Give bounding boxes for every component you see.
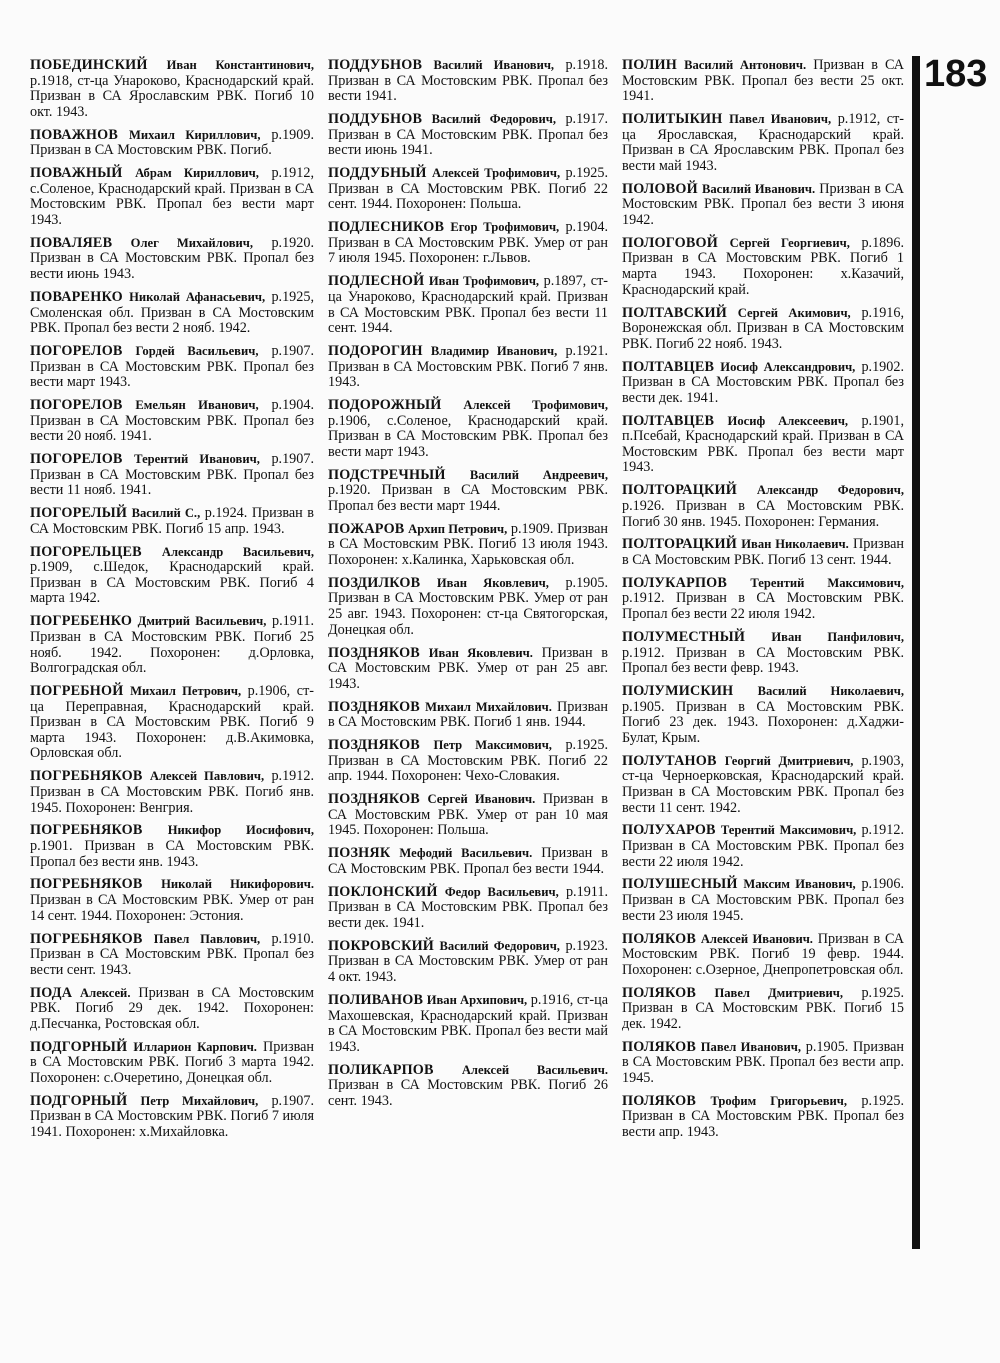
person-entry <box>328 398 608 460</box>
entry-surname: ПОЛУМИСКИН <box>622 683 734 700</box>
person-entry <box>622 182 904 229</box>
entry-given-name: Василий Федорович, <box>431 112 556 127</box>
person-entry <box>328 220 608 267</box>
entry-surname: ПОЛУШЕСНЫЙ <box>622 876 738 893</box>
entry-surname: ПОЛУХАРОВ <box>622 822 716 839</box>
person-entry <box>622 932 904 979</box>
person-entry <box>30 1040 314 1087</box>
entry-given-name: Абрам Кириллович, <box>135 166 259 181</box>
entry-details: р.1901, п.Псебай, Краснодарский край. Призван в СА Мостовским РВК. Пропал без вести март 1943. <box>622 412 904 476</box>
person-entry <box>622 630 904 677</box>
entry-details: р.1912. Призван в СА Мостовским РВК. Пропал без вести февр. 1943. <box>622 644 904 677</box>
entry-given-name: Терентий Иванович, <box>134 452 260 467</box>
entry-surname: ПОДГОРНЫЙ <box>30 1092 128 1109</box>
entry-surname: ПОГОРЕЛОВ <box>30 451 123 468</box>
entry-surname: ПОЛТАВСКИЙ <box>622 304 728 321</box>
person-entry <box>30 877 314 924</box>
person-entry <box>328 792 608 839</box>
entry-surname: ПОВАЖНЫЙ <box>30 165 123 182</box>
entry-given-name: Архип Петрович, <box>408 521 508 536</box>
entry-surname: ПОЛИТЫКИН <box>622 111 723 128</box>
person-entry <box>30 986 314 1033</box>
entry-details: р.1916, Воронежская обл. Призван в СА Мостовским РВК. Погиб 22 нояб. 1943. <box>622 304 905 352</box>
entry-details: р.1925. Призван в СА Мостовским РВК. Пропал без вести апр. 1943. <box>622 1092 904 1140</box>
entry-surname: ПОКЛОНСКИЙ <box>328 883 438 900</box>
entry-details: р.1903, ст-ца Черноерковская, Краснодарский край. Призван в СА Мостовским РВК. Пропал без вести 11 сент. 1942. <box>622 752 905 816</box>
entry-given-name: Егор Трофимович, <box>450 220 560 235</box>
entry-given-name: Сергей Иванович. <box>427 792 536 807</box>
person-entry <box>622 823 904 870</box>
entry-given-name: Василий С., <box>131 506 201 521</box>
entry-details: Призван в СА Мостовским РВК. Пропал без вести 1944. <box>328 845 608 877</box>
entry-details: р.1916, ст-ца Махошевская, Краснодарский край. Призван в СА Мостовским РВК. Пропал без вести май 1943. <box>328 991 608 1055</box>
entry-given-name: Михаил Петрович, <box>130 684 242 699</box>
entry-details: р.1905. Призван в СА Мостовским РВК. Погиб 23 дек. 1943. Похоронен: д.Хаджи-Булат, Крым. <box>622 698 904 746</box>
entry-details: р.1925. Призван в СА Мостовским РВК. Погиб 22 апр. 1944. Похоронен: Чехо-Словакия. <box>328 737 608 785</box>
entry-surname: ПОГОРЕЛОВ <box>30 342 123 359</box>
person-entry <box>328 166 608 213</box>
entry-given-name: Иван Яковлевич. <box>428 645 533 660</box>
entry-given-name: Олег Михайлович, <box>130 235 254 250</box>
person-entry <box>622 684 904 746</box>
entry-details: р.1926. Призван в СА Мостовским РВК. Погиб 30 янв. 1945. Похоронен: Германия. <box>622 497 904 530</box>
entry-given-name: Иосиф Алексеевич, <box>727 413 849 428</box>
entry-details: р.1911. Призван в СА Мостовским РВК. Погиб 25 нояб. 1942. Похоронен: д.Орловка, Волгоградская обл. <box>30 613 315 677</box>
entry-details: р.1906, с.Соленое, Краснодарский край. Призван в СА Мостовским РВК. Пропал без вести март 1943. <box>328 412 608 460</box>
entry-surname: ПОДОРОГИН <box>328 342 423 359</box>
person-entry <box>622 58 904 105</box>
entry-given-name: Иван Архипович, <box>426 992 528 1007</box>
entry-given-name: Иван Панфилович, <box>771 629 904 644</box>
entry-given-name: Алексей Иванович. <box>700 931 813 946</box>
entry-given-name: Гордей Васильевич, <box>135 343 259 358</box>
entry-given-name: Алексей Васильевич. <box>461 1062 608 1077</box>
entry-surname: ПОЗДНЯКОВ <box>328 698 420 715</box>
entry-given-name: Алексей. <box>80 985 131 1000</box>
entry-details: р.1918, ст-ца Унароково, Краснодарский край. Призван в СА Ярославским РВК. Погиб 10 окт. 1943. <box>30 72 314 120</box>
entry-given-name: Петр Максимович, <box>433 738 552 753</box>
entry-given-name: Терентий Максимович, <box>750 575 904 590</box>
entry-details: р.1904. Призван в СА Мостовским РВК. Пропал без вести 20 нояб. 1941. <box>30 397 314 445</box>
entry-surname: ПОБЕДИНСКИЙ <box>30 57 148 73</box>
entry-given-name: Александр Федорович, <box>756 483 905 498</box>
entry-details: р.1912, с.Соленое, Краснодарский край. Призван в СА Мостовским РВК. Пропал без вести март 1943. <box>30 165 315 228</box>
entry-given-name: Василий Федорович, <box>439 938 560 953</box>
person-entry <box>328 112 608 159</box>
entry-given-name: Василий Андреевич, <box>469 467 609 482</box>
entry-surname: ПОДА <box>30 984 73 1001</box>
entry-details: р.1925, Смоленская обл. Призван в СА Мостовским РВК. Пропал без вести 2 нояб. 1942. <box>30 288 315 337</box>
column-2 <box>328 58 608 1117</box>
entry-given-name: Иосиф Александрович, <box>720 359 856 374</box>
entry-surname: ПОЗДНЯКОВ <box>328 737 420 754</box>
entry-given-name: Павел Иванович, <box>700 1039 802 1054</box>
person-entry <box>622 483 904 530</box>
entry-surname: ПОДГОРНЫЙ <box>30 1038 128 1055</box>
person-entry <box>30 1094 314 1141</box>
entry-details: р.1920. Призван в СА Мостовским РВК. Пропал без вести март 1944. <box>328 482 608 514</box>
entry-given-name: Иван Яковлевич, <box>436 575 549 590</box>
entry-given-name: Трофим Григорьевич, <box>710 1093 847 1108</box>
entry-surname: ПОЛИКАРПОВ <box>328 1061 434 1078</box>
entry-surname: ПОЗДИЛКОВ <box>328 574 421 591</box>
person-entry <box>622 877 904 924</box>
person-entry <box>30 823 314 870</box>
entry-given-name: Михаил Кириллович, <box>129 127 261 142</box>
person-entry <box>622 754 904 816</box>
person-entry <box>30 128 314 159</box>
entry-details: р.1905. Призван в СА Мостовским РВК. Пропал без вести апр. 1945. <box>622 1038 904 1086</box>
entry-details: Призван в СА Мостовским РВК. Погиб 19 февр. 1944. Похоронен: с.Озерное, Днепропетровская обл. <box>622 930 905 978</box>
person-entry <box>30 398 314 445</box>
person-entry <box>30 932 314 979</box>
entry-surname: ПОГРЕБЕНКО <box>30 613 133 630</box>
entry-given-name: Алексей Трофимович, <box>432 166 561 181</box>
entry-surname: ПОЛОГОВОЙ <box>622 234 719 251</box>
entry-details: Призван в СА Мостовским РВК. Умер от ран 25 авг. 1943. <box>328 644 608 692</box>
entry-surname: ПОЛИВАНОВ <box>328 991 424 1008</box>
person-entry <box>30 506 314 537</box>
entry-details: р.1909. Призван в СА Мостовским РВК. Погиб. <box>30 126 314 159</box>
entry-details: р.1912. Призван в СА Мостовским РВК. Пропал без вести 22 июля 1942. <box>622 590 904 623</box>
person-entry <box>622 986 904 1033</box>
entry-given-name: Сергей Акимович, <box>737 305 851 320</box>
person-entry <box>622 1040 904 1087</box>
entry-details: р.1904. Призван в СА Мостовским РВК. Умер от ран 7 июля 1945. Похоронен: г.Львов. <box>328 219 609 267</box>
person-entry <box>622 236 904 298</box>
entry-given-name: Никифор Иосифович, <box>167 823 314 838</box>
entry-surname: ПОЛТАВЦЕВ <box>622 358 715 375</box>
person-entry <box>30 452 314 499</box>
entry-details: р.1902. Призван в СА Мостовским РВК. Пропал без вести дек. 1941. <box>622 358 905 406</box>
entry-details: р.1909. Призван в СА Мостовским РВК. Погиб 13 июля 1943. Похоронен: х.Калинка, Харьковская обл. <box>328 520 609 568</box>
person-entry <box>30 614 314 676</box>
entry-surname: ПОГРЕБНОЙ <box>30 683 124 700</box>
person-entry <box>622 1094 904 1141</box>
entry-given-name: Иван Константинович, <box>166 58 314 72</box>
entry-surname: ПОГРЕБНЯКОВ <box>30 768 143 785</box>
entry-surname: ПОДСТРЕЧНЫЙ <box>328 466 446 483</box>
entry-details: р.1920. Призван в СА Мостовским РВК. Пропал без вести июнь 1943. <box>30 234 315 283</box>
person-entry <box>328 274 608 336</box>
person-entry <box>328 58 608 105</box>
entry-details: Призван в СА Мостовским РВК. Пропал без вести 3 июня 1942. <box>622 180 905 228</box>
person-entry <box>328 738 608 785</box>
person-entry <box>328 993 608 1055</box>
entry-details: Призван в СА Мостовским РВК. Умер от ран 10 мая 1945. Похоронен: Польша. <box>328 791 608 839</box>
entry-details: р.1917. Призван в СА Мостовским РВК. Пропал без вести июнь 1941. <box>328 111 608 159</box>
person-entry <box>328 846 608 877</box>
entry-given-name: Мефодий Васильевич. <box>399 846 533 861</box>
person-entry <box>328 885 608 932</box>
entry-given-name: Петр Михайлович, <box>140 1093 259 1108</box>
entry-given-name: Алексей Павлович, <box>149 769 265 784</box>
entry-details: р.1906, ст-ца Переправная, Краснодарский край. Призван в СА Мостовским РВК. Погиб 9 марта 1943. Похоронен: д.В.Акимовка, Орловская обл. <box>30 683 314 762</box>
entry-surname: ПОЛТОРАЦКИЙ <box>622 536 737 553</box>
person-entry <box>328 344 608 391</box>
entry-surname: ПОВАРЕНКО <box>30 288 123 305</box>
entry-details: Призван в СА Мостовским РВК. Погиб 1 янв. 1944. <box>328 698 608 731</box>
person-entry <box>30 290 314 337</box>
entry-details: р.1907. Призван в СА Мостовским РВК. Погиб 7 июля 1941. Похоронен: х.Михайловка. <box>30 1092 314 1140</box>
entry-surname: ПОДДУБНОВ <box>328 57 423 73</box>
entry-surname: ПОЛТАВЦЕВ <box>622 412 715 429</box>
entry-details: р.1907. Призван в СА Мостовским РВК. Пропал без вести 11 нояб. 1941. <box>30 451 314 499</box>
entry-details: Призван в СА Мостовским РВК. Погиб 3 марта 1942. Похоронен: с.Очеретино, Донецкая обл. <box>30 1038 314 1086</box>
entry-surname: ПОЛОВОЙ <box>622 180 698 197</box>
entry-surname: ПОДЛЕСНИКОВ <box>328 219 445 236</box>
entry-given-name: Терентий Максимович, <box>720 823 857 838</box>
entry-details: р.1924. Призван в СА Мостовским РВК. Погиб 15 апр. 1943. <box>30 505 314 537</box>
entry-given-name: Владимир Иванович, <box>430 343 558 358</box>
entry-surname: ПОГОРЕЛЬЦЕВ <box>30 543 142 560</box>
entry-given-name: Василий Иванович. <box>701 181 816 196</box>
entry-details: Призван в СА Мостовским РВК. Пропал без вести 25 окт. 1941. <box>622 57 905 105</box>
person-entry <box>622 414 904 476</box>
entry-surname: ПОЖАРОВ <box>328 520 405 537</box>
entry-given-name: Василий Николаевич, <box>757 684 904 699</box>
entry-surname: ПОЛТОРАЦКИЙ <box>622 482 737 499</box>
column-3 <box>622 58 904 1148</box>
entry-surname: ПОВАЖНОВ <box>30 126 119 143</box>
entry-given-name: Николай Афанасьевич, <box>129 289 266 304</box>
entry-given-name: Иван Николаевич. <box>741 537 849 552</box>
person-entry <box>622 576 904 623</box>
entry-given-name: Иван Трофимович, <box>428 274 540 289</box>
entry-surname: ПОДЛЕСНОЙ <box>328 273 425 290</box>
entry-details: р.1925. Призван в СА Мостовским РВК. Погиб 22 сент. 1944. Похоронен: Польша. <box>328 165 609 213</box>
entry-details: Призван в СА Мостовским РВК. Умер от ран 14 сент. 1944. Похоронен: Эстония. <box>30 892 314 924</box>
entry-details: р.1923. Призван в СА Мостовским РВК. Умер от ран 4 окт. 1943. <box>328 937 608 986</box>
entry-given-name: Максим Иванович, <box>743 877 856 892</box>
entry-details: р.1905. Призван в СА Мостовским РВК. Умер от ран 25 авг. 1943. Похоронен: ст-ца Святогорская, Донецкая обл. <box>328 574 609 638</box>
entry-surname: ПОДДУБНОВ <box>328 111 423 128</box>
entry-given-name: Георгий Дмитриевич, <box>724 753 854 768</box>
entry-given-name: Василий Антонович. <box>684 58 807 72</box>
person-entry <box>328 700 608 731</box>
entry-surname: ПОЗДНЯКОВ <box>328 791 420 808</box>
entry-surname: ПОЛУКАРПОВ <box>622 574 728 591</box>
person-entry <box>328 1063 608 1110</box>
entry-details: р.1909, с.Шедок, Краснодарский край. Призван в СА Мостовским РВК. Погиб 4 марта 1942. <box>30 559 314 607</box>
entry-given-name: Павел Павлович, <box>153 931 261 946</box>
entry-details: р.1907. Призван в СА Мостовским РВК. Пропал без вести март 1943. <box>30 342 314 391</box>
entry-surname: ПОЛЯКОВ <box>622 984 697 1001</box>
entry-details: р.1906. Призван в СА Мостовским РВК. Пропал без вести 23 июля 1945. <box>622 876 904 924</box>
entry-given-name: Павел Иванович, <box>729 112 832 127</box>
entry-surname: ПОДДУБНЫЙ <box>328 165 427 182</box>
entry-details: р.1912, ст-ца Ярославская, Краснодарский край. Призван в СА Ярославским РВК. Пропал без вести май 1943. <box>622 111 905 174</box>
entry-details: р.1910. Призван в СА Мостовским РВК. Пропал без вести сент. 1943. <box>30 930 314 978</box>
person-entry <box>328 522 608 569</box>
entry-details: Призван в СА Мостовским РВК. Погиб 26 сент. 1943. <box>328 1077 608 1109</box>
person-entry <box>622 112 904 174</box>
entry-given-name: Василий Иванович, <box>433 58 555 72</box>
entry-details: р.1912. Призван в СА Мостовским РВК. Пропал без вести 22 июля 1942. <box>622 822 905 870</box>
entry-surname: ПОГРЕБНЯКОВ <box>30 822 143 839</box>
entry-given-name: Алексей Трофимович, <box>463 398 608 413</box>
entry-given-name: Павел Дмитриевич, <box>714 985 844 1000</box>
person-entry <box>30 166 314 228</box>
entry-given-name: Михаил Михайлович. <box>425 699 552 714</box>
entry-details: р.1912. Призван в СА Мостовским РВК. Погиб янв. 1945. Похоронен: Венгрия. <box>30 768 314 816</box>
page-margin-bar <box>912 56 920 1249</box>
person-entry <box>30 545 314 607</box>
column-1 <box>30 58 314 1148</box>
entry-surname: ПОЗДНЯКОВ <box>328 644 420 661</box>
entry-details: Призван в СА Мостовским РВК. Погиб 29 дек. 1942. Похоронен: д.Песчанка, Ростовская обл. <box>30 984 314 1032</box>
entry-details: Призван в СА Мостовским РВК. Погиб 13 сент. 1944. <box>622 536 904 568</box>
entry-surname: ПОГРЕБНЯКОВ <box>30 876 143 893</box>
entry-surname: ПОЛУМЕСТНЫЙ <box>622 628 746 645</box>
person-entry <box>30 684 314 762</box>
entry-given-name: Дмитрий Васильевич, <box>137 614 267 629</box>
person-entry <box>622 537 904 568</box>
entry-surname: ПОВАЛЯЕВ <box>30 234 113 251</box>
entry-given-name: Николай Никифорович. <box>161 877 314 892</box>
entry-surname: ПОГОРЕЛЫЙ <box>30 505 128 522</box>
entry-details: р.1918. Призван в СА Мостовским РВК. Пропал без вести 1941. <box>328 57 608 105</box>
entry-details: р.1896. Призван в СА Мостовским РВК. Погиб 1 марта 1943. Похоронен: х.Казачий, Краснодарский край. <box>622 234 905 298</box>
entry-details: р.1911. Призван в СА Мостовским РВК. Пропал без вести дек. 1941. <box>328 883 608 931</box>
person-entry <box>30 58 314 120</box>
entry-details: р.1897, ст-ца Унароково, Краснодарский край. Призван в СА Мостовским РВК. Пропал без вести 11 сент. 1944. <box>328 273 608 337</box>
page-number: 183 <box>924 53 988 95</box>
person-entry <box>328 468 608 515</box>
entry-surname: ПОЛИН <box>622 57 678 73</box>
entry-surname: ПОДОРОЖНЫЙ <box>328 397 442 414</box>
entry-surname: ПОЛЯКОВ <box>622 930 697 947</box>
entry-surname: ПОКРОВСКИЙ <box>328 937 435 954</box>
entry-given-name: Сергей Георгиевич, <box>729 235 850 250</box>
entry-surname: ПОГОРЕЛОВ <box>30 397 123 414</box>
entry-surname: ПОГРЕБНЯКОВ <box>30 930 143 947</box>
person-entry <box>622 306 904 353</box>
person-entry <box>622 360 904 407</box>
person-entry <box>328 646 608 693</box>
person-entry <box>328 576 608 638</box>
entry-surname: ПОЛЯКОВ <box>622 1038 697 1055</box>
entry-details: р.1901. Призван в СА Мостовским РВК. Пропал без вести янв. 1943. <box>30 837 314 870</box>
entry-details: р.1921. Призван в СА Мостовским РВК. Погиб 7 янв. 1943. <box>328 342 608 391</box>
person-entry <box>30 769 314 816</box>
entry-surname: ПОЛЯКОВ <box>622 1092 697 1109</box>
entry-given-name: Федор Васильевич, <box>444 884 559 899</box>
entry-surname: ПОЛУТАНОВ <box>622 752 717 769</box>
entry-given-name: Александр Васильевич, <box>161 544 314 559</box>
person-entry <box>30 344 314 391</box>
person-entry <box>30 236 314 283</box>
entry-surname: ПОЗНЯК <box>328 845 391 862</box>
entry-given-name: Емельян Иванович, <box>135 398 259 413</box>
person-entry <box>328 939 608 986</box>
entry-given-name: Илларион Карпович. <box>133 1039 257 1054</box>
entry-details: р.1925. Призван в СА Мостовским РВК. Погиб 15 дек. 1942. <box>622 984 904 1032</box>
